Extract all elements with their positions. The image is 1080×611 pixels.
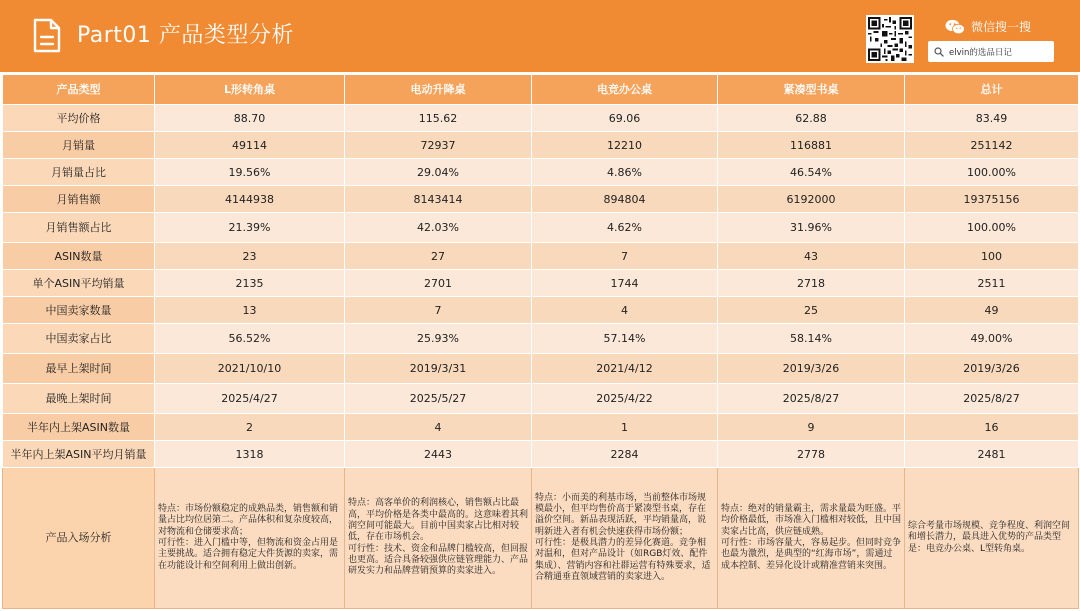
table-cell: 57.14% — [532, 324, 718, 354]
table-cell: 1 — [532, 414, 718, 441]
header-bar — [0, 0, 1080, 72]
table-cell: 2025/4/27 — [155, 384, 345, 414]
analysis-cell: 特点：高客单价的利润核心，销售额占比最高，平均价格是各类中最高的。这意味着其利润空间可能最大。目前中国卖家占比相对较低，存在市场机会。 可行性：技术、资金和品牌门槛较高，但回报也更高。适合具备较强供应链管理能力、产品研发实力和品牌营销预算的卖家进入。 — [345, 468, 532, 609]
analysis-cell: 特点：市场份额稳定的成熟品类，销售额和销量占比均位居第二。产品体积和复杂度较高，对物流和仓储要求高； 可行性：进入门槛中等，但物流和资金占用是主要挑战。适合拥有稳定大件货源的卖家，需在功能设计和空间利用上做出创新。 — [155, 468, 345, 609]
document-icon — [32, 18, 62, 54]
table-cell: 7 — [345, 297, 532, 324]
table-cell: 49 — [905, 297, 1079, 324]
row-label: 最早上架时间 — [3, 354, 155, 384]
table-cell: 115.62 — [345, 105, 532, 132]
column-header: 产品类型 — [3, 75, 155, 105]
table-cell: 42.03% — [345, 213, 532, 243]
row-label: 平均价格 — [3, 105, 155, 132]
table-cell: 116881 — [718, 132, 905, 159]
table-cell: 2021/4/12 — [532, 354, 718, 384]
table-row — [3, 186, 1079, 213]
table-row — [3, 297, 1079, 324]
analysis-cell: 特点：小而美的利基市场，当前整体市场规模最小，但平均售价高于紧凑型书桌，存在溢价空间。新品表现活跃，平均销量高，说明新进入者有机会快速获得市场份额； 可行性：是极具潜力的差异化赛道。竞争相对温和，但对产品设计（如RGB灯效、配件集成）、营销内容和社群运营有特殊要求，适合精通垂直领域营销的卖家进入。 — [532, 468, 718, 609]
table-cell: 4.62% — [532, 213, 718, 243]
table-cell: 83.49 — [905, 105, 1079, 132]
table-cell: 49.00% — [905, 324, 1079, 354]
table-cell: 23 — [155, 243, 345, 270]
table-cell: 58.14% — [718, 324, 905, 354]
row-label: 中国卖家数量 — [3, 297, 155, 324]
table-cell: 16 — [905, 414, 1079, 441]
table-cell: 2019/3/26 — [718, 354, 905, 384]
search-icon — [934, 47, 944, 57]
table-header-row — [3, 75, 1079, 105]
wechat-search-label — [945, 18, 1031, 36]
table-cell: 2135 — [155, 270, 345, 297]
table-cell: 7 — [532, 243, 718, 270]
page-title: Part01 产品类型分析 — [77, 23, 294, 48]
search-box[interactable] — [928, 41, 1054, 62]
table-cell: 2718 — [718, 270, 905, 297]
table-cell: 29.04% — [345, 159, 532, 186]
table-cell: 4.86% — [532, 159, 718, 186]
row-label: 中国卖家占比 — [3, 324, 155, 354]
table-cell: 72937 — [345, 132, 532, 159]
table-cell: 8143414 — [345, 186, 532, 213]
table-cell: 2025/8/27 — [905, 384, 1079, 414]
row-label: 月销售额 — [3, 186, 155, 213]
row-label: 最晚上架时间 — [3, 384, 155, 414]
row-label: ASIN数量 — [3, 243, 155, 270]
wechat-search-text: 微信搜一搜 — [971, 20, 1032, 34]
table-cell: 88.70 — [155, 105, 345, 132]
table-row — [3, 213, 1079, 243]
table-cell: 13 — [155, 297, 345, 324]
table-cell: 46.54% — [718, 159, 905, 186]
table-cell: 4144938 — [155, 186, 345, 213]
table-row — [3, 270, 1079, 297]
table-cell: 19375156 — [905, 186, 1079, 213]
table-cell: 2021/10/10 — [155, 354, 345, 384]
table-cell: 2019/3/31 — [345, 354, 532, 384]
row-label: 月销售额占比 — [3, 213, 155, 243]
table-cell: 69.06 — [532, 105, 718, 132]
wechat-icon — [945, 19, 965, 35]
analysis-cell: 综合考量市场规模、竞争程度、利润空间和增长潜力，最具进入优势的产品类型是：电竞办公桌、L型转角桌。 — [905, 468, 1079, 609]
table-cell: 2025/8/27 — [718, 384, 905, 414]
table-cell: 2 — [155, 414, 345, 441]
table-cell: 2443 — [345, 441, 532, 468]
table-cell: 62.88 — [718, 105, 905, 132]
analysis-row — [3, 468, 1079, 609]
table-row — [3, 441, 1079, 468]
table-cell: 19.56% — [155, 159, 345, 186]
row-label: 月销量占比 — [3, 159, 155, 186]
table-cell: 251142 — [905, 132, 1079, 159]
table-cell: 25.93% — [345, 324, 532, 354]
table-row — [3, 384, 1079, 414]
table-cell: 4 — [345, 414, 532, 441]
table-row — [3, 243, 1079, 270]
table-cell: 100.00% — [905, 159, 1079, 186]
row-label: 月销量 — [3, 132, 155, 159]
table-cell: 2511 — [905, 270, 1079, 297]
table-cell: 2284 — [532, 441, 718, 468]
table-cell: 25 — [718, 297, 905, 324]
column-header: 电竞办公桌 — [532, 75, 718, 105]
table-cell: 2778 — [718, 441, 905, 468]
table-row — [3, 354, 1079, 384]
row-label: 半年内上架ASIN数量 — [3, 414, 155, 441]
table-cell: 49114 — [155, 132, 345, 159]
product-type-table — [2, 74, 1079, 609]
table-cell: 100 — [905, 243, 1079, 270]
table-cell: 21.39% — [155, 213, 345, 243]
table-cell: 4 — [532, 297, 718, 324]
table-cell: 2025/4/22 — [532, 384, 718, 414]
row-label: 单个ASIN平均销量 — [3, 270, 155, 297]
table-row — [3, 105, 1079, 132]
table-cell: 12210 — [532, 132, 718, 159]
table-cell: 2025/5/27 — [345, 384, 532, 414]
column-header: 紧凑型书桌 — [718, 75, 905, 105]
table-row — [3, 132, 1079, 159]
column-header: 电动升降桌 — [345, 75, 532, 105]
qr-code-icon — [866, 15, 914, 63]
table-cell: 100.00% — [905, 213, 1079, 243]
table-cell: 9 — [718, 414, 905, 441]
row-label: 产品入场分析 — [3, 468, 155, 609]
row-label: 半年内上架ASIN平均月销量 — [3, 441, 155, 468]
table-cell: 31.96% — [718, 213, 905, 243]
table-cell: 894804 — [532, 186, 718, 213]
table-cell: 56.52% — [155, 324, 345, 354]
table-cell: 6192000 — [718, 186, 905, 213]
table-cell: 2019/3/26 — [905, 354, 1079, 384]
analysis-cell: 特点：绝对的销量霸主，需求量最为旺盛。平均价格最低，市场准入门槛相对较低，且中国卖家占比高，供应链成熟。 可行性：市场容量大，容易起步。但同时竞争也最为激烈，是典型的“红海市场”，需通过成本控制、差异化设计或精准营销来突围。 — [718, 468, 905, 609]
search-text: elvin的选品日记 — [949, 47, 1012, 58]
table-cell: 2481 — [905, 441, 1079, 468]
table-row — [3, 414, 1079, 441]
table-cell: 1744 — [532, 270, 718, 297]
table-cell: 27 — [345, 243, 532, 270]
table-row — [3, 159, 1079, 186]
table-cell: 43 — [718, 243, 905, 270]
column-header: 总计 — [905, 75, 1079, 105]
column-header: L形转角桌 — [155, 75, 345, 105]
table-row — [3, 324, 1079, 354]
table-cell: 2701 — [345, 270, 532, 297]
table-cell: 1318 — [155, 441, 345, 468]
